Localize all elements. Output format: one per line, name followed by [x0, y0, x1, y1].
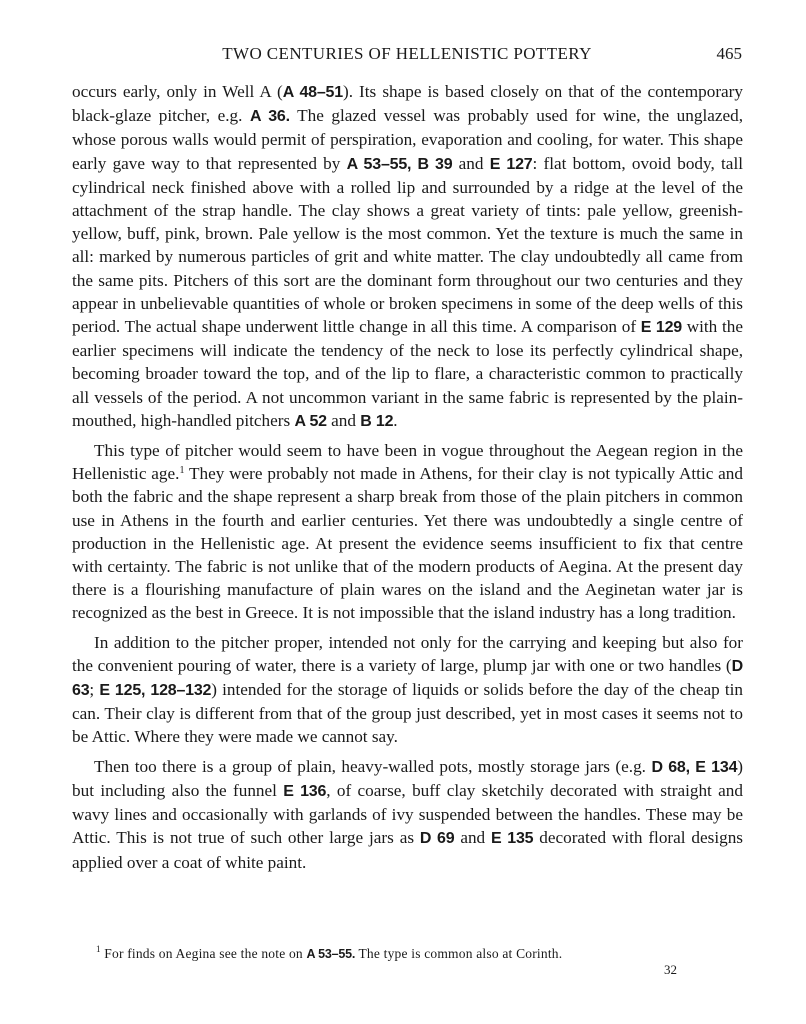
footnote-reference: 1 [179, 465, 185, 477]
footnote-text [104, 946, 562, 961]
text-run: and [326, 410, 361, 430]
text-run: occurs early, only in Well A ( [72, 82, 283, 101]
catalogue-reference: D 69 [419, 830, 455, 848]
footnote-marker: 1 [96, 944, 101, 954]
body-text [72, 80, 743, 880]
catalogue-reference: E 125, 128–132 [99, 682, 212, 700]
paragraph-2 [72, 439, 743, 625]
catalogue-reference: E 136 [283, 782, 327, 800]
footnote [96, 944, 746, 962]
text-run: The glazed vessel was probably used for wine, the unglazed, whose porous walls would permit of perspiration, evaporation and cooling, for water. This shape early gave way to that represented by [72, 106, 744, 173]
running-title: TWO CENTURIES OF HELLENISTIC POTTERY [222, 44, 592, 63]
paragraph-1 [72, 80, 743, 433]
text-run: and [452, 153, 490, 173]
text-run: ) intended for the storage of liquids or solids before the day of the cheap tin can. Their clay is different from that of the group just described, yet in most cases it seems not to be Attic. Where they were made we cannot say. [72, 680, 743, 747]
catalogue-reference: A 53–55, B 39 [346, 155, 453, 173]
catalogue-reference: A 48–51 [282, 84, 343, 101]
text-run: ; [89, 680, 100, 700]
catalogue-reference: D 68, [651, 758, 690, 776]
text-run: ). Its shape is based closely on that of the contemporary black-glaze pitcher, e.g. [72, 82, 744, 126]
catalogue-reference: E 135 [491, 830, 534, 848]
catalogue-reference: D 63 [72, 657, 743, 700]
paragraph-3 [72, 631, 743, 749]
text-run: For finds on Aegina see the note on [104, 945, 307, 961]
catalogue-reference: E 129 [640, 319, 682, 337]
page-number: 465 [716, 44, 742, 63]
text-run: , of coarse, buff clay sketchily decorated with straight and wavy lines and occasionally with garlands of ivy suspended between the handles. These may be Attic. This is not true of such other large jars as [72, 780, 743, 848]
catalogue-reference: A 36. [249, 108, 290, 126]
text-run: ) but including also the funnel [72, 756, 743, 800]
text-run: . [393, 410, 398, 430]
text-run: decorated with floral designs applied over a coat of white paint. [72, 828, 743, 872]
text-run: They were probably not made in Athens, for their clay is not typically Attic and both the fabric and the shape represent a sharp break from those of the plain pitchers in common use in Athens in the fourth and earlier centuries. Yet there was undoubtedly a single centre of production in the Hellenistic age. At present the evidence seems insufficient to fix that centre with certainty. The fabric is not unlike that of the modern products of Aegina. At the present day there is a flourishing manufacture of plain wares on the island and the Aeginetan water jar is recognized as the best in Greece. It is not impossible that the island industry has a long tradition. [72, 464, 743, 623]
paragraph-4 [72, 755, 743, 874]
text-run: The type is common also at Corinth. [355, 945, 563, 961]
text-run: In addition to the pitcher proper, intended not only for the carrying and keeping but also for the convenient pouring of water, there is a variety of large, plump jar with one or two handles ( [72, 632, 743, 675]
running-head [72, 44, 742, 66]
catalogue-reference: B 12 [360, 412, 394, 430]
signature-mark: 32 [664, 962, 677, 977]
catalogue-reference: A 52 [294, 412, 327, 430]
text-run: : flat bottom, ovoid body, tall cylindrical neck finished above with a rolled lip and surrounded by a ridge at the level of the attachment of the strap handle. The clay shows a great variety of tints: pale yellow, greenish-yellow, buff, pink, brown. Pale yellow is the most common. Yet the texture is much the same in all: marked by numerous particles of grit and white matter. The clay undoubtedly all came from the same pits. Pitchers of this sort are the dominant form throughout our two centuries and they appear in unbelievable quantities of whole or broken specimens in some of the deep wells of this period. The actual shape underwent little change in all this time. A comparison of [72, 153, 743, 337]
text-run: Then too there is a group of plain, heavy-walled pots, mostly storage jars (e.g. [94, 756, 652, 776]
catalogue-reference: E 127 [489, 155, 533, 173]
text-run: and [454, 828, 491, 848]
text-run: with the earlier specimens will indicate the tendency of the neck to lose its perfectly cylindrical shape, becoming broader toward the top, and of the lip to flare, a characteristic common to practically all vessels of the period. A not uncommon variant in the same fabric is represented by the plain-mouthed, high-handled pitchers [72, 317, 743, 430]
catalogue-reference: E 134 [695, 758, 738, 776]
text-run: This type of pitcher would seem to have been in vogue throughout the Aegean region in the Hellenistic age. [72, 441, 743, 484]
catalogue-reference: A 53–55. [306, 946, 356, 961]
